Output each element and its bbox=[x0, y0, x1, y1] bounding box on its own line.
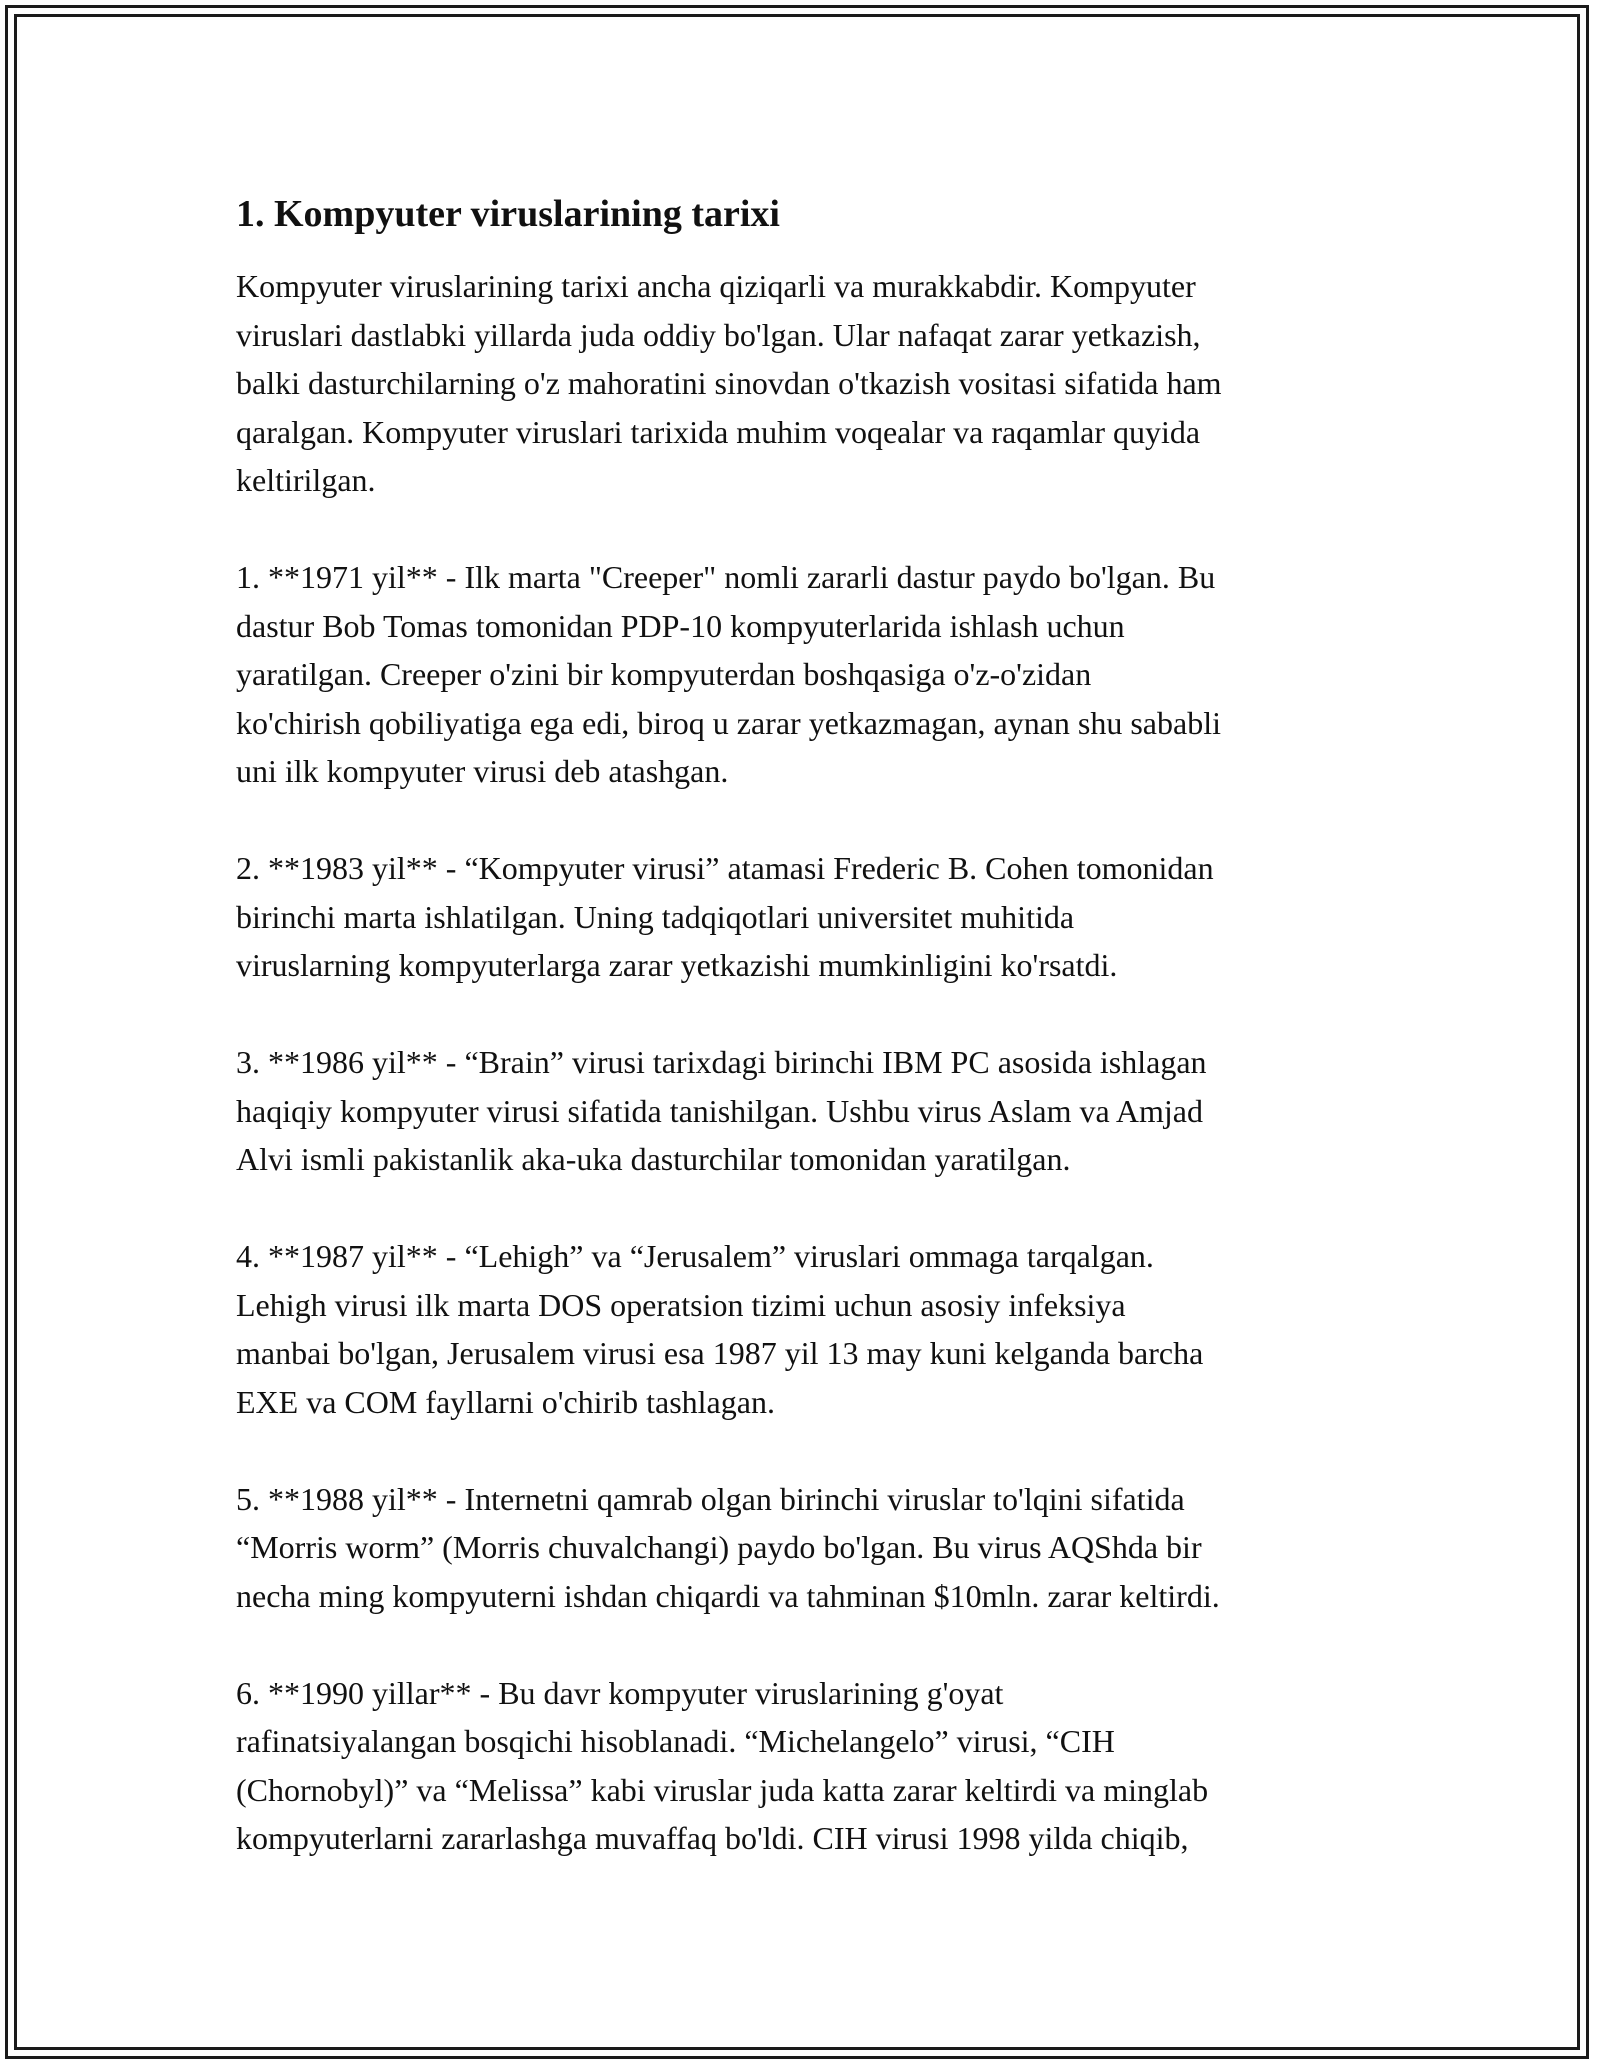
list-item-1987: 4. **1987 yil** - “Lehigh” va “Jerusalem” viruslari ommaga tarqalgan. Lehigh virusi ilk marta DOS operatsion tizimi uchun asosiy infeksiya manbai bo'lgan, Jerusalem virusi esa 1987 yil 13 may kuni kelganda barcha EXE va COM fayllarni o'chirib tashlagan. bbox=[236, 1238, 1204, 1420]
list-item-1986: 3. **1986 yil** - “Brain” virusi tarixdagi birinchi IBM PC asosida ishlagan haqiqiy kompyuter virusi sifatida tanishilgan. Ushbu virus Aslam va Amjad Alvi ismli pakistanlik aka-uka dasturchilar tomonidan yaratilgan. bbox=[236, 1044, 1207, 1177]
list-item-1988: 5. **1988 yil** - Internetni qamrab olgan birinchi viruslar to'lqini sifatida “Morris worm” (Morris chuvalchangi) paydo bo'lgan. Bu virus AQShda bir necha ming kompyuterni ishdan chiqardi va tahminan $10mln. zarar keltirdi. bbox=[236, 1480, 1220, 1614]
list-item-1971: 1. **1971 yil** - Ilk marta "Creeper" nomli zararli dastur paydo bo'lgan. Bu dastur Bob Tomas tomonidan PDP-10 kompyuterlarida ishlash uchun yaratilgan. Creeper o'zini bir kompyuterdan boshqasiga o'z-o'zidan ko'chirish qobiliyatiga ega edi, biroq u zarar yetkazmagan, aynan shu sababli uni ilk kompyuter virusi deb atashgan. bbox=[236, 559, 1221, 789]
intro-paragraph: Kompyuter viruslarining tarixi ancha qiziqarli va murakkabdir. Kompyuter viruslari dastlabki yillarda juda oddiy bo'lgan. Ular nafaqat zarar yetkazish, balki dasturchilarning o'z mahoratini sinovdan o'tkazish vositasi sifatida ham qaralgan. Kompyuter viruslari tarixida muhim voqealar va raqamlar quyida keltirilgan. bbox=[236, 268, 1222, 498]
list-item-1990s: 6. **1990 yillar** - Bu davr kompyuter viruslarining g'oyat rafinatsiyalangan bosqichi hisoblanadi. “Michelangelo” virusi, “CIH (Chornobyl)” va “Melissa” kabi viruslar juda katta zarar keltirdi va minglab kompyuterlarni zararlashga muvaffaq bo'ldi. CIH virusi 1998 yilda chiqib, bbox=[236, 1674, 1209, 1856]
list-item-1983: 2. **1983 yil** - “Kompyuter virusi” atamasi Frederic B. Cohen tomonidan birinchi marta ishlatilgan. Uning tadqiqotlari universitet muhitida viruslarning kompyuterlarga zarar yetkazishi mumkinligini ko'rsatdi. bbox=[236, 850, 1214, 983]
document-body bbox=[236, 186, 1371, 1863]
section-heading: 1. Kompyuter viruslarining tarixi bbox=[236, 193, 780, 235]
